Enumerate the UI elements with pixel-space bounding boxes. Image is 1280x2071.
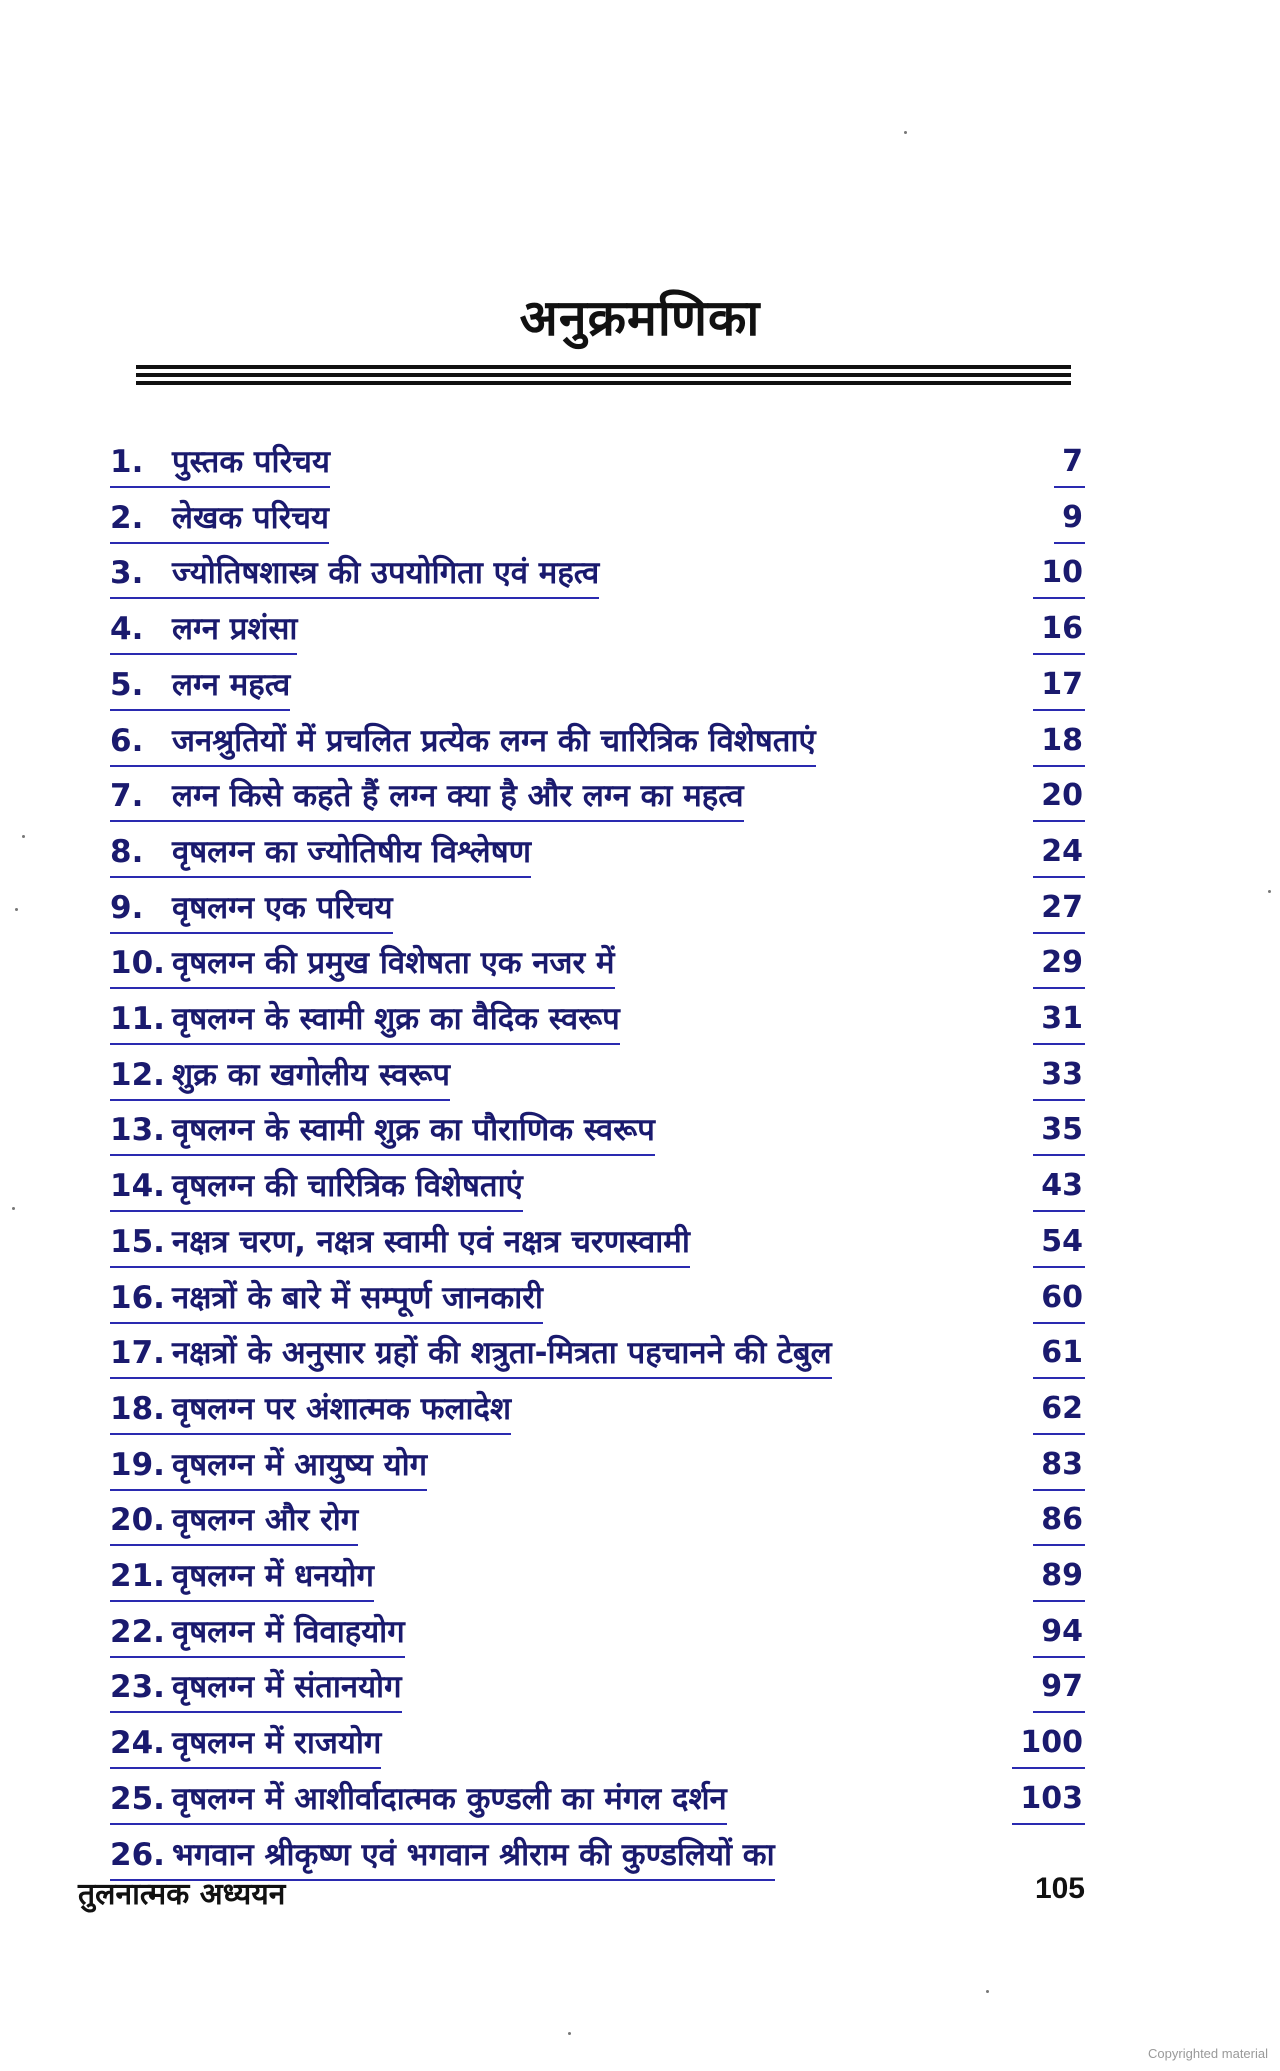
scan-speck	[986, 1990, 989, 1993]
scan-speck	[12, 1207, 15, 1210]
toc-link[interactable]	[110, 1777, 727, 1825]
toc-link[interactable]	[110, 1610, 405, 1658]
toc-link[interactable]	[110, 440, 330, 488]
toc-number: 8.	[110, 833, 144, 870]
toc-link[interactable]	[110, 886, 393, 934]
toc-number: 6.	[110, 722, 144, 759]
toc-page-number[interactable]: 94	[1033, 1610, 1085, 1658]
scan-speck	[1268, 890, 1271, 893]
toc-title: वृषलग्न में विवाहयोग	[172, 1613, 405, 1650]
toc-title: वृषलग्न में आशीर्वादात्मक कुण्डली का मंगल दर्शन	[172, 1780, 727, 1817]
toc-number: 22.	[110, 1613, 165, 1650]
toc-item[interactable]	[110, 1379, 1085, 1435]
toc-page-number[interactable]: 100	[1012, 1721, 1085, 1769]
toc-number: 24.	[110, 1725, 165, 1762]
toc-number: 11.	[110, 1001, 165, 1037]
toc-link[interactable]	[110, 1554, 374, 1602]
toc-link[interactable]	[110, 1665, 402, 1713]
toc-number: 26.	[110, 1836, 165, 1873]
toc-page-number[interactable]: 27	[1033, 886, 1085, 934]
toc-number: 23.	[110, 1669, 165, 1706]
toc-title: नक्षत्रों के अनुसार ग्रहों की शत्रुता-मित्रता पहचानने की टेबुल	[172, 1335, 832, 1372]
toc-title: लेखक परिचय	[172, 499, 329, 536]
toc-page-number[interactable]: 17	[1033, 663, 1085, 711]
toc-item[interactable]	[110, 432, 1085, 488]
toc-title: शुक्र का खगोलीय स्वरूप	[172, 1056, 450, 1093]
toc-title: नक्षत्रों के बारे में सम्पूर्ण जानकारी	[172, 1279, 543, 1316]
toc-number: 2.	[110, 499, 144, 536]
toc-title: लग्न किसे कहते हैं लग्न क्या है और लग्न का महत्व	[172, 778, 744, 815]
toc-title: वृषलग्न के स्वामी शुक्र का पौराणिक स्वरूप	[172, 1112, 655, 1149]
toc-item[interactable]	[110, 822, 1085, 878]
toc-page-number[interactable]: 89	[1033, 1554, 1085, 1602]
toc-page-number[interactable]: 83	[1033, 1443, 1085, 1491]
toc-page-number[interactable]: 61	[1033, 1331, 1085, 1379]
toc-page-number[interactable]: 18	[1033, 719, 1085, 767]
toc-link[interactable]	[110, 997, 620, 1045]
toc-link[interactable]	[110, 1108, 655, 1156]
toc-link[interactable]	[110, 941, 615, 989]
toc-number: 25.	[110, 1780, 165, 1817]
toc-page-number[interactable]: 103	[1012, 1777, 1085, 1825]
toc-item[interactable]	[110, 1156, 1085, 1212]
toc-item[interactable]	[110, 1435, 1085, 1491]
toc-item[interactable]	[110, 1602, 1085, 1658]
toc-title: लग्न प्रशंसा	[172, 611, 298, 648]
toc-link[interactable]	[110, 1498, 358, 1546]
toc-item[interactable]	[110, 655, 1085, 711]
toc-link[interactable]	[110, 1164, 523, 1212]
divider-line	[136, 373, 1071, 377]
toc-link[interactable]	[110, 1721, 381, 1769]
toc-page-number[interactable]: 97	[1033, 1665, 1085, 1713]
toc-page-number[interactable]: 86	[1033, 1498, 1085, 1546]
toc-page-number[interactable]: 31	[1033, 997, 1085, 1045]
divider-line	[136, 381, 1071, 385]
toc-link[interactable]	[110, 1387, 511, 1435]
toc-title: वृषलग्न पर अंशात्मक फलादेश	[172, 1390, 512, 1427]
toc-item[interactable]	[110, 1212, 1085, 1268]
toc-number: 3.	[110, 555, 144, 592]
toc-item[interactable]	[110, 543, 1085, 599]
toc-title: पुस्तक परिचय	[172, 444, 330, 480]
scan-speck	[15, 908, 18, 911]
toc-item[interactable]	[110, 1546, 1085, 1602]
toc-item-26-page: 105	[1034, 1872, 1085, 1905]
toc-title: वृषलग्न में धनयोग	[172, 1558, 374, 1594]
toc-number: 10.	[110, 945, 165, 982]
toc-number: 16.	[110, 1279, 165, 1316]
toc-link[interactable]	[110, 496, 329, 544]
toc-page-number[interactable]: 16	[1033, 607, 1085, 655]
copyright-notice: Copyrighted material	[1148, 2046, 1268, 2061]
toc-item[interactable]	[110, 1657, 1085, 1713]
toc-page-number[interactable]: 54	[1033, 1220, 1085, 1268]
toc-link[interactable]	[110, 551, 599, 599]
toc-link[interactable]	[110, 1053, 450, 1101]
toc-item[interactable]	[110, 933, 1085, 989]
toc-item-26-continuation: तुलनात्मक अध्ययन	[78, 1877, 286, 1912]
toc-page-number[interactable]: 29	[1033, 941, 1085, 989]
toc-number: 14.	[110, 1168, 165, 1205]
scan-speck	[22, 835, 25, 838]
toc-number: 15.	[110, 1223, 165, 1260]
title-divider	[136, 365, 1071, 387]
toc-item[interactable]	[110, 488, 1085, 544]
toc-link[interactable]	[110, 607, 297, 655]
toc-title: वृषलग्न की प्रमुख विशेषता एक नजर में	[172, 945, 615, 982]
toc-link[interactable]	[110, 830, 531, 878]
toc-item[interactable]	[110, 878, 1085, 934]
toc-page-number[interactable]: 43	[1033, 1164, 1085, 1212]
toc-page-number[interactable]: 24	[1033, 830, 1085, 878]
toc-number: 5.	[110, 666, 144, 703]
toc-title: जनश्रुतियों में प्रचलित प्रत्येक लग्न की चारित्रिक विशेषताएं	[172, 722, 816, 759]
toc-item[interactable]	[110, 711, 1085, 767]
toc-title: वृषलग्न की चारित्रिक विशेषताएं	[172, 1168, 523, 1205]
toc-item[interactable]	[110, 766, 1085, 822]
toc-item[interactable]	[110, 989, 1085, 1045]
page-title: अनुक्रमणिका	[519, 288, 761, 347]
toc-item[interactable]	[110, 1100, 1085, 1156]
toc-number: 1.	[110, 444, 144, 480]
toc-number: 7.	[110, 778, 144, 815]
toc-number: 19.	[110, 1446, 165, 1483]
toc-title: वृषलग्न में आयुष्य योग	[172, 1446, 428, 1483]
toc-page-number[interactable]: 10	[1033, 551, 1085, 599]
toc-number: 4.	[110, 611, 144, 648]
toc-page-number[interactable]: 35	[1033, 1108, 1085, 1156]
toc-title: वृषलग्न और रोग	[172, 1502, 359, 1539]
toc-link[interactable]	[110, 1443, 427, 1491]
divider-line	[136, 365, 1071, 369]
toc-title: ज्योतिषशास्त्र की उपयोगिता एवं महत्व	[172, 555, 600, 592]
toc-item[interactable]	[110, 1045, 1085, 1101]
scan-speck	[904, 131, 907, 134]
toc-link[interactable]	[110, 1331, 832, 1379]
toc-title: नक्षत्र चरण, नक्षत्र स्वामी एवं नक्षत्र चरणस्वामी	[172, 1223, 690, 1260]
toc-link[interactable]	[110, 1220, 690, 1268]
toc-number: 12.	[110, 1056, 165, 1093]
scan-speck	[568, 2032, 571, 2035]
toc-page-number[interactable]: 7	[1054, 440, 1085, 488]
toc-item[interactable]	[110, 1769, 1085, 1825]
toc-item[interactable]	[110, 599, 1085, 655]
toc-title: लग्न महत्व	[172, 666, 291, 703]
toc-page-number[interactable]: 20	[1033, 774, 1085, 822]
toc-number: 13.	[110, 1112, 165, 1149]
toc-title: वृषलग्न में राजयोग	[172, 1725, 382, 1762]
toc-number: 17.	[110, 1335, 165, 1372]
toc-page-number[interactable]: 62	[1033, 1387, 1085, 1435]
toc-link[interactable]	[110, 663, 290, 711]
toc-page-number[interactable]: 60	[1033, 1276, 1085, 1324]
toc-number: 9.	[110, 889, 144, 926]
toc-title: भगवान श्रीकृष्ण एवं भगवान श्रीराम की कुण्डलियों का	[172, 1836, 775, 1873]
toc-title: वृषलग्न एक परिचय	[172, 889, 393, 926]
toc-title: वृषलग्न के स्वामी शुक्र का वैदिक स्वरूप	[172, 1001, 620, 1037]
toc-item[interactable]	[110, 1323, 1085, 1379]
toc-link[interactable]	[110, 719, 816, 767]
toc-page-number[interactable]: 33	[1033, 1053, 1085, 1101]
toc-number: 21.	[110, 1558, 165, 1594]
toc-item[interactable]	[110, 1490, 1085, 1546]
toc-link[interactable]	[110, 774, 744, 822]
toc-number: 20.	[110, 1502, 165, 1539]
toc-title: वृषलग्न का ज्योतिषीय विश्लेषण	[172, 833, 532, 870]
toc-page-number[interactable]: 9	[1054, 496, 1085, 544]
toc-link[interactable]	[110, 1276, 543, 1324]
toc-title: वृषलग्न में संतानयोग	[172, 1669, 402, 1706]
toc-number: 18.	[110, 1390, 165, 1427]
toc-item[interactable]	[110, 1713, 1085, 1769]
toc-item[interactable]	[110, 1268, 1085, 1324]
